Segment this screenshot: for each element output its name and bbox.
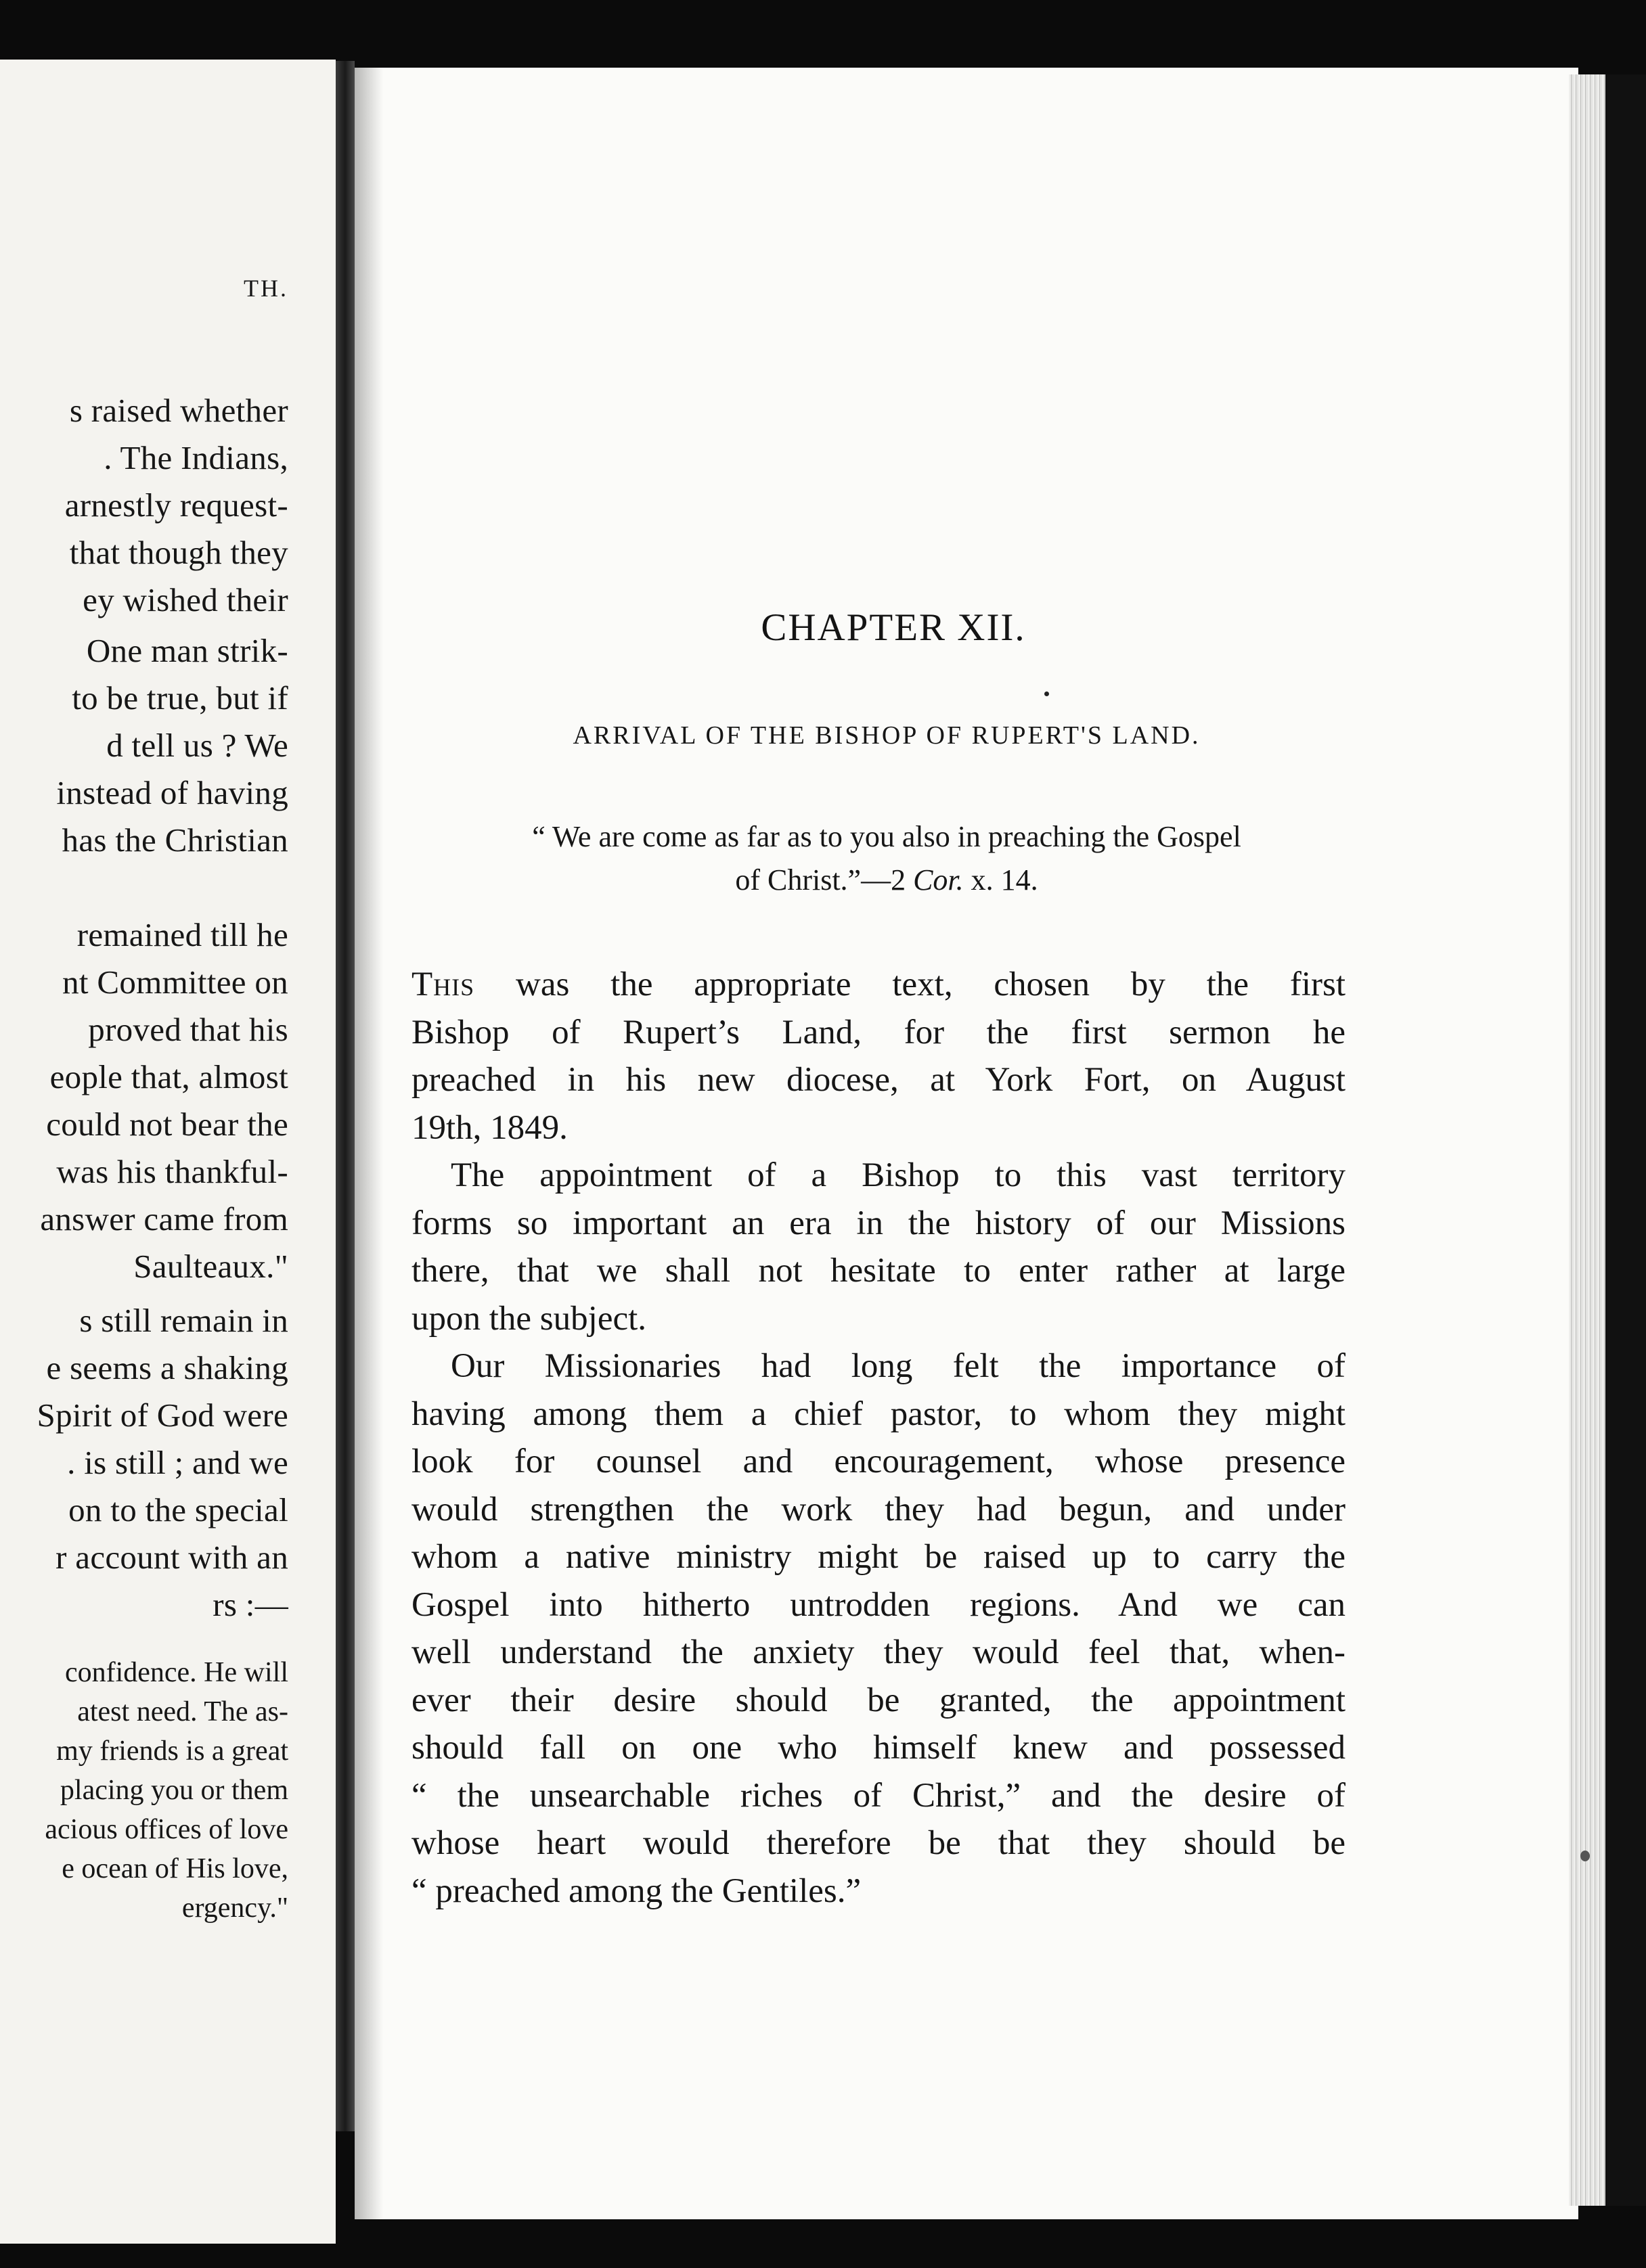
left-running-head: TH. xyxy=(244,275,288,302)
left-page-line: arnestly request- xyxy=(64,486,288,524)
body-line: should fall on one who himself knew and possessed xyxy=(412,1729,1345,1767)
body-line: Gospel into hitherto untrodden regions. And we can xyxy=(412,1585,1345,1624)
body-line: having among them a chief pastor, to whom they might xyxy=(412,1394,1345,1433)
page-edge-mark xyxy=(1580,1851,1590,1861)
left-page-line: e seems a shaking xyxy=(46,1349,288,1386)
body-line: 19th, 1849. xyxy=(412,1108,568,1147)
left-page-line: d tell us ? We xyxy=(106,727,288,764)
body-line: forms so important an era in the history of our Missions xyxy=(412,1204,1345,1242)
drop-word: This xyxy=(412,966,475,1003)
left-page-line: s still remain in xyxy=(79,1302,288,1339)
left-page-line: rs :— xyxy=(213,1586,288,1623)
left-page-quote-line: acious offices of love xyxy=(45,1814,288,1845)
left-page-line: that though they xyxy=(69,534,288,571)
left-page-quote-line: my friends is a great xyxy=(56,1736,288,1767)
body-line-first-rest: was the appropriate text, chosen by the first xyxy=(474,966,1345,1003)
left-page-line: to be true, but if xyxy=(72,679,288,717)
page-fore-edge xyxy=(1569,74,1605,2206)
body-line: would strengthen the work they had begun, and under xyxy=(412,1490,1345,1528)
left-page-quote-line: ergency." xyxy=(181,1892,288,1924)
chapter-subtitle: ARRIVAL OF THE BISHOP OF RUPERT'S LAND. xyxy=(573,721,1201,750)
left-page-line: on to the special xyxy=(68,1491,288,1528)
body-line: upon the subject. xyxy=(412,1299,647,1338)
left-page-quote-line: atest need. The as- xyxy=(77,1696,288,1727)
epigraph-citation-book: Cor. xyxy=(913,863,964,897)
body-line: “ the unsearchable riches of Christ,” and the desire of xyxy=(412,1776,1345,1815)
body-line: there, that we shall not hesitate to enter rather at large xyxy=(412,1252,1345,1290)
left-page-line: s raised whether xyxy=(69,392,288,429)
left-page-line: was his thankful- xyxy=(56,1153,288,1190)
left-page-line: Saulteaux." xyxy=(133,1248,288,1285)
body-line: whom a native ministry might be raised up to carry the xyxy=(412,1538,1345,1576)
left-page-line: . The Indians, xyxy=(104,439,288,476)
body-line-first xyxy=(412,961,1345,1008)
left-page-line: proved that his xyxy=(88,1011,288,1048)
body-line: Bishop of Rupert’s Land, for the first sermon he xyxy=(412,1013,1345,1051)
body-line: whose heart would therefore be that they should be xyxy=(412,1824,1345,1862)
body-line: Our Missionaries had long felt the importance of xyxy=(451,1347,1345,1385)
chapter-title: CHAPTER XII. xyxy=(761,606,1026,649)
epigraph-line-1: “ We are come as far as to you also in preaching the Gospel xyxy=(532,820,1241,853)
body-line: preached in his new diocese, at York Fort, on August xyxy=(412,1061,1345,1099)
left-page-quote-line: placing you or them xyxy=(60,1775,288,1806)
epigraph-line-2 xyxy=(433,859,1340,902)
body-line: ever their desire should be granted, the appointment xyxy=(412,1681,1345,1719)
left-facing-page xyxy=(0,60,336,2244)
left-page-line: remained till he xyxy=(76,916,288,953)
left-page-line: ey wished their xyxy=(83,581,288,618)
left-page-line: . is still ; and we xyxy=(67,1444,288,1481)
body-line: well understand the anxiety they would feel that, when- xyxy=(412,1633,1345,1671)
body-line: “ preached among the Gentiles.” xyxy=(412,1872,862,1910)
epigraph xyxy=(433,815,1340,902)
scan-border xyxy=(1605,74,1646,2206)
left-page-line: One man strik- xyxy=(86,632,288,669)
epigraph-citation-start: of Christ.”—2 xyxy=(735,863,914,897)
book-gutter xyxy=(336,61,355,2131)
left-page-line: eople that, almost xyxy=(49,1058,288,1095)
left-page-line: answer came from xyxy=(40,1200,288,1238)
left-page-quote-line: e ocean of His love, xyxy=(62,1853,288,1884)
left-page-line: r account with an xyxy=(55,1539,288,1576)
left-page-line: instead of having xyxy=(56,774,288,811)
left-page-line: nt Committee on xyxy=(62,963,288,1001)
epigraph-citation-end: x. 14. xyxy=(963,863,1038,897)
left-page-quote-line: confidence. He will xyxy=(64,1657,288,1688)
left-page-line: has the Christian xyxy=(62,821,288,859)
body-line: The appointment of a Bishop to this vast territory xyxy=(451,1156,1345,1194)
ornament-dot xyxy=(1044,691,1049,696)
left-page-line: could not bear the xyxy=(46,1106,288,1143)
body-line: look for counsel and encouragement, whose presence xyxy=(412,1443,1345,1480)
page-shadow xyxy=(355,68,383,2219)
left-page-line: Spirit of God were xyxy=(37,1397,288,1434)
